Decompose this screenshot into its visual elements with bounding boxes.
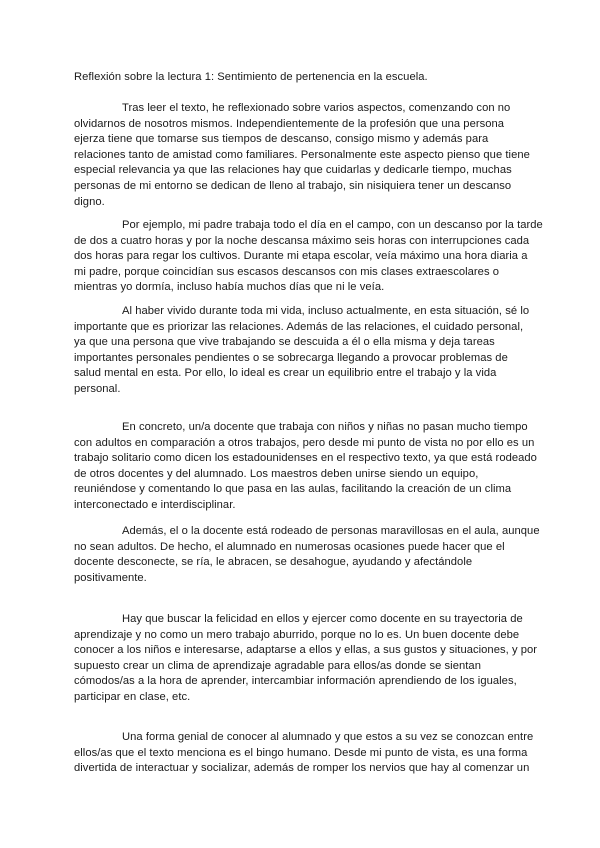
paragraph-line: interconectado e interdisciplinar. bbox=[74, 498, 236, 511]
paragraph-line: ya que una persona que vive trabajando se descuida a él o ella misma y deja tareas bbox=[74, 336, 495, 349]
paragraph-line: positivamente. bbox=[74, 571, 147, 584]
paragraph-line: docente desconecte, se ría, le abracen, se desahogue, ayudando y afectándole bbox=[74, 556, 473, 569]
paragraph-line: personal. bbox=[74, 382, 121, 395]
paragraph-line: de dos a cuatro horas y por la noche descansa máximo seis horas con interrupciones cada bbox=[74, 234, 530, 247]
paragraph-line: Además, el o la docente está rodeado de personas maravillosas en el aula, aunque bbox=[122, 525, 540, 537]
paragraph-line: participar en clase, etc. bbox=[74, 690, 191, 703]
paragraph-line: aprendizaje y no como un mero trabajo aburrido, porque no lo es. Un buen docente debe bbox=[74, 628, 520, 641]
paragraph-line: de otros docentes y del alumnado. Los maestros deben unirse siendo un equipo, bbox=[74, 467, 479, 480]
paragraph-line: Hay que buscar la felicidad en ellos y ejercer como docente en su trayectoria de bbox=[122, 613, 523, 625]
paragraph-line: En concreto, un/a docente que trabaja con niños y niñas no pasan mucho tiempo bbox=[122, 421, 528, 433]
paragraph-line: relaciones tanto de amistad como familiares. Personalmente este aspecto pienso que tiene bbox=[74, 148, 530, 161]
paragraph-2 bbox=[74, 218, 543, 296]
paragraph-line: ellos/as que el texto menciona es el bingo humano. Desde mi punto de vista, es una forma bbox=[74, 746, 528, 759]
paragraph-line: especial relevancia ya que las relaciones hay que cuidarlas y dedicarle tiempo, muchas bbox=[74, 164, 512, 177]
paragraph-line: no sean adultos. De hecho, el alumnado en numerosas ocasiones puede hacer que el bbox=[74, 540, 505, 553]
paragraph-line: mientras yo dormía, incluso había muchos días que ni le veía. bbox=[74, 281, 385, 294]
paragraph-1 bbox=[74, 101, 530, 210]
paragraph-line: mi padre, porque coincidían sus escasos descansos con mis clases extraescolares o bbox=[74, 265, 500, 278]
paragraph-line: Por ejemplo, mi padre trabaja todo el día en el campo, con un descanso por la tarde bbox=[122, 219, 543, 231]
paragraph-line: con adultos en comparación a otros trabajos, pero desde mi punto de vista no por ello es un bbox=[74, 436, 535, 449]
paragraph-line: trabajo solitario como dicen los estadounidenses en el respectivo texto, ya que está rodeado bbox=[74, 452, 537, 465]
paragraph-5 bbox=[74, 524, 540, 586]
paragraph-line: conocer a los niños e interesarse, adaptarse a ellos y ellas, a sus gustos y situaciones, y por bbox=[74, 644, 538, 657]
paragraph-line: Tras leer el texto, he reflexionado sobre varios aspectos, comenzando con no bbox=[122, 102, 511, 114]
paragraph-line: dos horas para regar los cultivos. Durante mi etapa escolar, veía máximo una hora diaria a bbox=[74, 250, 528, 263]
paragraph-7 bbox=[74, 730, 533, 777]
paragraph-line: Al haber vivido durante toda mi vida, incluso actualmente, en esta situación, sé lo bbox=[122, 305, 530, 317]
paragraph-line: personas de mi entorno se dedican de lleno al trabajo, sin nisiquiera tener un descanso bbox=[74, 179, 512, 192]
paragraph-3 bbox=[74, 304, 529, 398]
paragraph-line: divertida de interactuar y socializar, además de romper los nervios que hay al comenzar un bbox=[74, 762, 530, 775]
paragraph-4 bbox=[74, 420, 537, 514]
paragraph-line: digno. bbox=[74, 195, 105, 208]
paragraph-line: supuesto crear un clima de aprendizaje agradable para ellos/as donde se sientan bbox=[74, 659, 481, 672]
paragraph-line: olvidarnos de nosotros mismos. Independientemente de la profesión que una persona bbox=[74, 117, 505, 130]
document-title: Reflexión sobre la lectura 1: Sentimiento de pertenencia en la escuela. bbox=[74, 71, 428, 83]
paragraph-line: importante que es priorizar las relaciones. Además de las relaciones, el cuidado personal, bbox=[74, 320, 524, 333]
paragraph-line: salud mental en esta. Por ello, lo ideal es crear un equilibrio entre el trabajo y la vida bbox=[74, 367, 497, 380]
paragraph-line: cómodos/as a la hora de aprender, intercambiar información aprendiendo de los iguales, bbox=[74, 675, 517, 688]
paragraph-6 bbox=[74, 612, 537, 706]
paragraph-line: Una forma genial de conocer al alumnado y que estos a su vez se conozcan entre bbox=[122, 731, 534, 743]
paragraph-line: ejerza tiene que tomarse sus tiempos de descanso, consigo mismo y además para bbox=[74, 133, 489, 146]
paragraph-line: reuniéndose y comentando lo que pasa en las aulas, facilitando la creación de un clima bbox=[74, 483, 512, 496]
paragraph-line: importantes personales pendientes o se sobrecarga llegando a provocar problemas de bbox=[74, 351, 508, 364]
